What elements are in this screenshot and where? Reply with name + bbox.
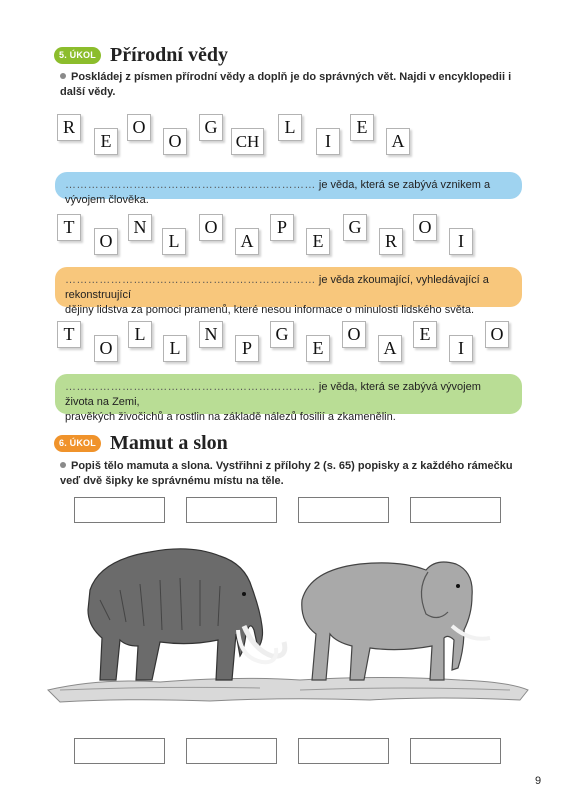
label-box[interactable] bbox=[298, 738, 389, 764]
sentence-text-line2: dějiny lidstva za pomoci pramenů, které nesou informace o minulosti lidského světa. bbox=[65, 304, 475, 316]
letter-tile[interactable]: E bbox=[306, 228, 330, 255]
label-box[interactable] bbox=[298, 497, 389, 523]
answer-blank[interactable]: ………………………………………………………… bbox=[65, 179, 316, 191]
label-box[interactable] bbox=[74, 738, 165, 764]
letter-tile[interactable]: I bbox=[316, 128, 340, 155]
task-6-title: Mamut a slon bbox=[110, 431, 228, 454]
letter-tile[interactable]: T bbox=[57, 321, 81, 348]
label-box[interactable] bbox=[74, 497, 165, 523]
letter-tile[interactable]: O bbox=[342, 321, 366, 348]
answer-blank[interactable]: ………………………………………………………… bbox=[65, 381, 316, 393]
bullet-icon bbox=[60, 462, 66, 468]
task-6-instruction bbox=[60, 459, 520, 489]
letter-tile[interactable]: N bbox=[199, 321, 223, 348]
letter-tile[interactable]: O bbox=[413, 214, 437, 241]
task-5-instruction bbox=[60, 70, 520, 100]
label-box[interactable] bbox=[186, 497, 277, 523]
letter-tile[interactable]: E bbox=[94, 128, 118, 155]
letter-tile[interactable]: E bbox=[350, 114, 374, 141]
letter-tile[interactable]: O bbox=[94, 228, 118, 255]
label-box[interactable] bbox=[410, 497, 501, 523]
letter-tile[interactable]: R bbox=[57, 114, 81, 141]
mammoth-icon bbox=[88, 549, 285, 680]
letter-tile[interactable]: G bbox=[270, 321, 294, 348]
letter-tile[interactable]: A bbox=[378, 335, 402, 362]
letter-tile[interactable]: R bbox=[379, 228, 403, 255]
elephant-icon bbox=[302, 562, 490, 680]
sentence-text: je věda, která se zabývá vznikem a vývojem člověka. bbox=[65, 179, 491, 206]
sentence-band-2 bbox=[55, 267, 522, 316]
sentence-band-1 bbox=[55, 172, 522, 206]
task-5-badge: 5. ÚKOL bbox=[54, 47, 101, 64]
letter-tile[interactable]: O bbox=[199, 214, 223, 241]
letter-tile[interactable]: A bbox=[386, 128, 410, 155]
page-number: 9 bbox=[535, 775, 542, 787]
letter-tile[interactable]: O bbox=[94, 335, 118, 362]
letter-tile[interactable]: G bbox=[343, 214, 367, 241]
letter-tile[interactable]: A bbox=[235, 228, 259, 255]
letter-tile[interactable]: O bbox=[163, 128, 187, 155]
task-5-title: Přírodní vědy bbox=[110, 43, 228, 66]
sentence-text-line2: pravěkých živočichů a rostlin na základě nálezů fosilií a zkamenělin. bbox=[65, 411, 396, 423]
label-box[interactable] bbox=[410, 738, 501, 764]
letter-tile[interactable]: G bbox=[199, 114, 223, 141]
sentence-band-3 bbox=[55, 374, 522, 423]
letter-tile[interactable]: L bbox=[128, 321, 152, 348]
letter-tile[interactable]: I bbox=[449, 335, 473, 362]
letter-tile[interactable]: O bbox=[127, 114, 151, 141]
task-5-header bbox=[54, 44, 228, 66]
letter-tile[interactable]: CH bbox=[231, 128, 264, 155]
letter-tile[interactable]: L bbox=[162, 228, 186, 255]
task-6-instruction-text: Popiš tělo mamuta a slona. Vystřihni z přílohy 2 (s. 65) popisky a z každého rámečku veď dvě šipky ke správnému místu na těle. bbox=[60, 460, 513, 487]
letter-tile[interactable]: L bbox=[163, 335, 187, 362]
sentence-text: je věda, která se zabývá vývojem života na Zemi, bbox=[65, 381, 481, 408]
letter-tile[interactable]: E bbox=[413, 321, 437, 348]
letter-tile[interactable]: O bbox=[485, 321, 509, 348]
letter-tile[interactable]: N bbox=[128, 214, 152, 241]
letter-tile[interactable]: E bbox=[306, 335, 330, 362]
sentence-text: je věda zkoumající, vyhledávající a rekonstruující bbox=[65, 274, 489, 301]
task-6-badge: 6. ÚKOL bbox=[54, 435, 101, 452]
label-box[interactable] bbox=[186, 738, 277, 764]
letter-tile[interactable]: T bbox=[57, 214, 81, 241]
answer-blank[interactable]: ………………………………………………………… bbox=[65, 274, 316, 286]
letter-tile[interactable]: L bbox=[278, 114, 302, 141]
letter-tile[interactable]: P bbox=[270, 214, 294, 241]
letter-tile[interactable]: I bbox=[449, 228, 473, 255]
letter-tile[interactable]: P bbox=[235, 335, 259, 362]
task-5-instruction-text: Poskládej z písmen přírodní vědy a doplň je do správných vět. Najdi v encyklopedii i další vědy. bbox=[60, 71, 512, 98]
bullet-icon bbox=[60, 73, 66, 79]
mammoth-elephant-illustration bbox=[40, 530, 530, 730]
task-6-header bbox=[54, 432, 228, 454]
ground bbox=[48, 678, 528, 703]
